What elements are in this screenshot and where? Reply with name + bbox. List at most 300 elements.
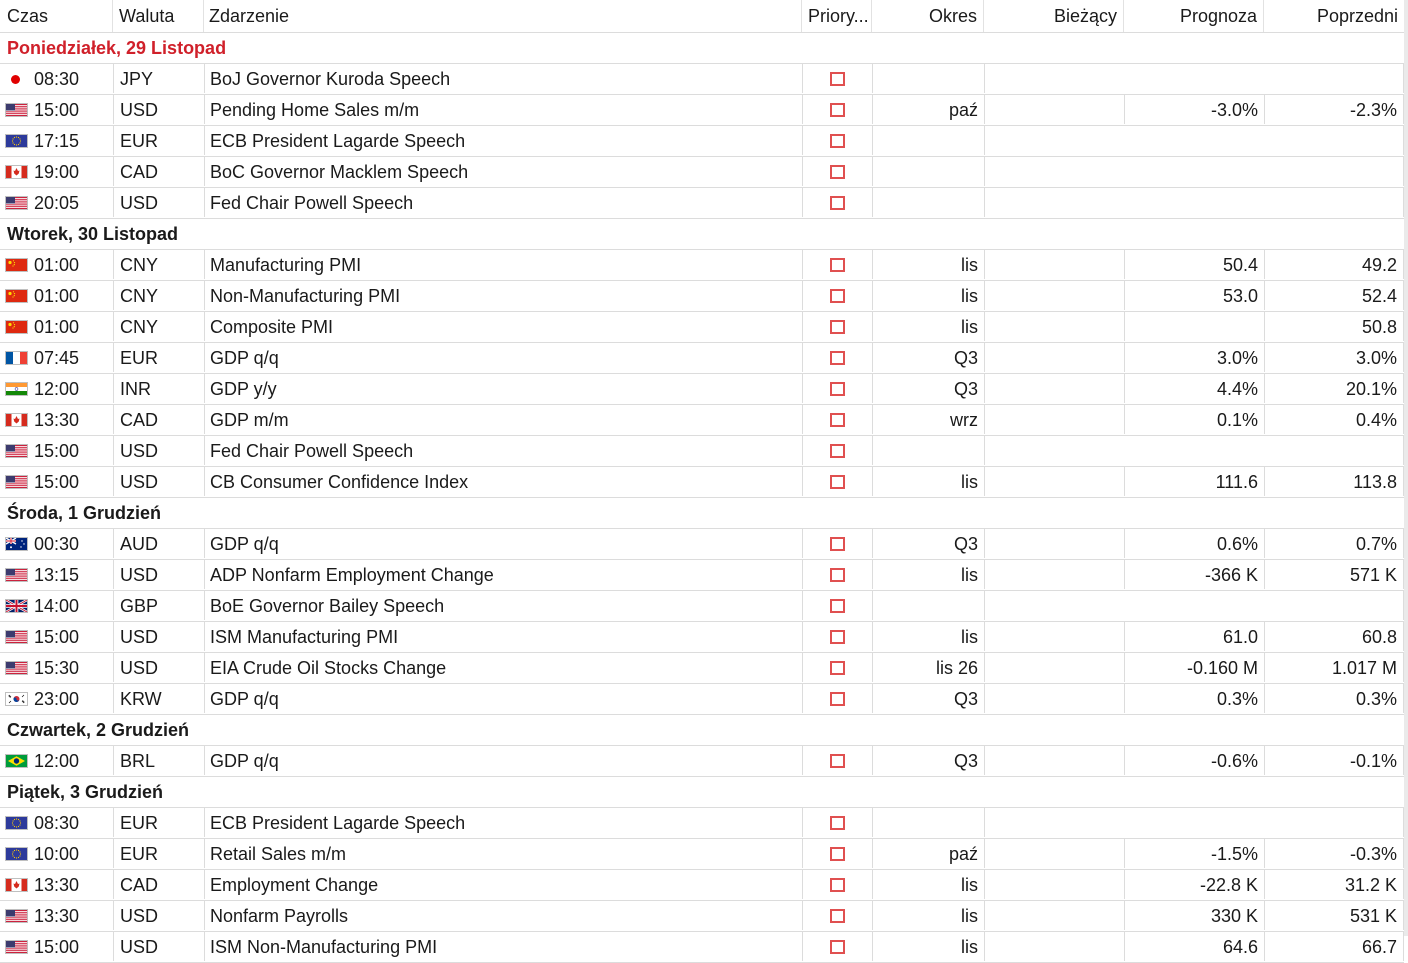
time-text: 19:00 bbox=[34, 162, 80, 182]
period-cell: lis bbox=[872, 870, 984, 899]
event-row[interactable] bbox=[0, 932, 1404, 963]
priority-cell bbox=[802, 591, 872, 620]
day-label: Poniedziałek, 29 Listopad bbox=[7, 38, 227, 58]
actual-cell bbox=[984, 653, 1124, 682]
time-cell bbox=[0, 467, 113, 496]
time-cell bbox=[0, 436, 113, 465]
time-cell bbox=[0, 808, 113, 837]
france-flag-icon bbox=[5, 351, 28, 365]
priority-cell bbox=[802, 808, 872, 837]
event-name-cell: Composite PMI bbox=[204, 312, 802, 341]
time-text: 15:00 bbox=[34, 100, 80, 120]
event-name-cell: ECB President Lagarde Speech bbox=[204, 126, 802, 155]
previous-cell: 113.8 bbox=[1264, 467, 1404, 496]
event-name-cell: Nonfarm Payrolls bbox=[204, 901, 802, 930]
previous-cell: -0.1% bbox=[1264, 746, 1404, 775]
period-cell: lis bbox=[872, 312, 984, 341]
vertical-scrollbar[interactable] bbox=[1404, 0, 1408, 936]
china-flag-icon bbox=[5, 320, 28, 334]
event-name-cell: GDP q/q bbox=[204, 529, 802, 558]
time-cell bbox=[0, 95, 113, 124]
forecast-cell: 64.6 bbox=[1124, 932, 1264, 961]
us-flag-icon bbox=[5, 444, 28, 458]
event-row[interactable] bbox=[0, 684, 1404, 715]
time-cell bbox=[0, 281, 113, 310]
period-cell: lis 26 bbox=[872, 653, 984, 682]
column-header-period[interactable]: Okres bbox=[872, 0, 984, 32]
previous-cell: 1.017 M bbox=[1264, 653, 1404, 682]
time-text: 08:30 bbox=[34, 813, 80, 833]
event-row[interactable] bbox=[0, 95, 1404, 126]
period-cell: lis bbox=[872, 560, 984, 589]
day-header-row bbox=[0, 715, 1404, 746]
currency-cell: JPY bbox=[113, 64, 204, 93]
forecast-cell: 0.3% bbox=[1124, 684, 1264, 713]
period-cell bbox=[872, 126, 984, 155]
canada-flag-icon bbox=[5, 165, 28, 179]
event-row[interactable] bbox=[0, 591, 1404, 622]
previous-cell: 31.2 K bbox=[1264, 870, 1404, 899]
event-name-cell: EIA Crude Oil Stocks Change bbox=[204, 653, 802, 682]
actual-cell bbox=[984, 281, 1124, 310]
priority-cell bbox=[802, 95, 872, 124]
time-text: 00:30 bbox=[34, 534, 80, 554]
event-row[interactable] bbox=[0, 250, 1404, 281]
time-text: 15:00 bbox=[34, 627, 80, 647]
forecast-cell: -3.0% bbox=[1124, 95, 1264, 124]
priority-checkbox[interactable] bbox=[830, 289, 845, 303]
priority-cell bbox=[802, 343, 872, 372]
column-header-previous[interactable]: Poprzedni bbox=[1316, 6, 1398, 26]
event-name-cell: BoJ Governor Kuroda Speech bbox=[204, 64, 802, 93]
time-cell bbox=[0, 870, 113, 899]
priority-checkbox[interactable] bbox=[830, 103, 845, 117]
actual-cell bbox=[984, 870, 1124, 899]
forecast-cell: 0.1% bbox=[1124, 405, 1264, 434]
us-flag-icon bbox=[5, 909, 28, 923]
period-cell: paź bbox=[872, 95, 984, 124]
time-text: 01:00 bbox=[34, 255, 80, 275]
priority-checkbox[interactable] bbox=[830, 661, 845, 675]
time-cell bbox=[0, 746, 113, 775]
forecast-cell bbox=[1124, 312, 1264, 341]
us-flag-icon bbox=[5, 630, 28, 644]
time-text: 12:00 bbox=[34, 379, 80, 399]
priority-cell bbox=[802, 312, 872, 341]
korea-flag-icon bbox=[5, 692, 28, 706]
time-text: 08:30 bbox=[34, 69, 80, 89]
time-text: 13:30 bbox=[34, 906, 80, 926]
event-name-cell: GDP q/q bbox=[204, 343, 802, 372]
priority-checkbox[interactable] bbox=[830, 754, 845, 768]
values-cell-empty bbox=[984, 436, 1404, 465]
japan-flag-icon bbox=[11, 75, 20, 84]
priority-cell bbox=[802, 529, 872, 558]
day-header-row bbox=[0, 498, 1404, 529]
actual-cell bbox=[984, 684, 1124, 713]
column-header-currency[interactable]: Waluta bbox=[113, 0, 204, 32]
previous-cell: 0.7% bbox=[1264, 529, 1404, 558]
column-header-priority[interactable]: Priory... bbox=[802, 0, 872, 32]
period-cell bbox=[872, 157, 984, 186]
priority-checkbox[interactable] bbox=[830, 165, 845, 179]
event-row[interactable] bbox=[0, 901, 1404, 932]
priority-cell bbox=[802, 901, 872, 930]
day-header-row bbox=[0, 777, 1404, 808]
actual-cell bbox=[984, 405, 1124, 434]
priority-checkbox[interactable] bbox=[830, 72, 845, 86]
calendar-body bbox=[0, 33, 1404, 963]
period-cell: Q3 bbox=[872, 529, 984, 558]
actual-cell bbox=[984, 529, 1124, 558]
day-header-row bbox=[0, 33, 1404, 64]
period-cell bbox=[872, 591, 984, 620]
time-text: 14:00 bbox=[34, 596, 80, 616]
event-name-cell: ISM Non-Manufacturing PMI bbox=[204, 932, 802, 961]
us-flag-icon bbox=[5, 940, 28, 954]
day-label: Środa, 1 Grudzień bbox=[7, 503, 162, 523]
event-row[interactable] bbox=[0, 126, 1404, 157]
actual-cell bbox=[984, 343, 1124, 372]
column-header-event[interactable]: Zdarzenie bbox=[204, 0, 802, 32]
currency-cell: BRL bbox=[113, 746, 204, 775]
canada-flag-icon bbox=[5, 878, 28, 892]
time-text: 15:30 bbox=[34, 658, 80, 678]
currency-cell: CAD bbox=[113, 870, 204, 899]
currency-cell: EUR bbox=[113, 808, 204, 837]
event-name-cell: Fed Chair Powell Speech bbox=[204, 188, 802, 217]
column-header-forecast[interactable]: Prognoza bbox=[1124, 0, 1264, 32]
actual-cell bbox=[984, 932, 1124, 961]
period-cell: lis bbox=[872, 622, 984, 651]
time-cell bbox=[0, 529, 113, 558]
priority-checkbox[interactable] bbox=[830, 382, 845, 396]
values-cell-empty bbox=[984, 157, 1404, 186]
priority-checkbox[interactable] bbox=[830, 537, 845, 551]
period-cell bbox=[872, 436, 984, 465]
previous-cell: -2.3% bbox=[1264, 95, 1404, 124]
time-text: 13:15 bbox=[34, 565, 80, 585]
china-flag-icon bbox=[5, 289, 28, 303]
event-name-cell: GDP q/q bbox=[204, 746, 802, 775]
currency-cell: USD bbox=[113, 653, 204, 682]
currency-cell: CNY bbox=[113, 312, 204, 341]
previous-cell: 20.1% bbox=[1264, 374, 1404, 403]
currency-cell: KRW bbox=[113, 684, 204, 713]
time-cell bbox=[0, 126, 113, 155]
time-cell bbox=[0, 560, 113, 589]
event-name-cell: BoE Governor Bailey Speech bbox=[204, 591, 802, 620]
currency-cell: USD bbox=[113, 560, 204, 589]
period-cell bbox=[872, 808, 984, 837]
priority-cell bbox=[802, 870, 872, 899]
forecast-cell: 0.6% bbox=[1124, 529, 1264, 558]
period-cell: Q3 bbox=[872, 684, 984, 713]
period-cell: lis bbox=[872, 467, 984, 496]
period-cell: lis bbox=[872, 250, 984, 279]
forecast-cell: -0.160 M bbox=[1124, 653, 1264, 682]
event-row[interactable] bbox=[0, 405, 1404, 436]
event-name-cell: ECB President Lagarde Speech bbox=[204, 808, 802, 837]
period-cell: Q3 bbox=[872, 374, 984, 403]
forecast-cell: -0.6% bbox=[1124, 746, 1264, 775]
day-label: Wtorek, 30 Listopad bbox=[7, 224, 179, 244]
previous-cell: 0.4% bbox=[1264, 405, 1404, 434]
period-cell: paź bbox=[872, 839, 984, 868]
time-text: 15:00 bbox=[34, 937, 80, 957]
priority-checkbox[interactable] bbox=[830, 320, 845, 334]
actual-cell bbox=[984, 467, 1124, 496]
priority-cell bbox=[802, 932, 872, 961]
values-cell-empty bbox=[984, 188, 1404, 217]
priority-cell bbox=[802, 467, 872, 496]
previous-cell: -0.3% bbox=[1264, 839, 1404, 868]
forecast-cell: 111.6 bbox=[1124, 467, 1264, 496]
currency-cell: CNY bbox=[113, 281, 204, 310]
previous-cell: 52.4 bbox=[1264, 281, 1404, 310]
priority-checkbox[interactable] bbox=[830, 599, 845, 613]
actual-cell bbox=[984, 839, 1124, 868]
eu-flag-icon bbox=[5, 847, 28, 861]
uk-flag-icon bbox=[5, 599, 28, 613]
event-row[interactable] bbox=[0, 622, 1404, 653]
priority-checkbox[interactable] bbox=[830, 258, 845, 272]
priority-checkbox[interactable] bbox=[830, 134, 845, 148]
previous-cell: 571 K bbox=[1264, 560, 1404, 589]
previous-cell: 531 K bbox=[1264, 901, 1404, 930]
event-row[interactable] bbox=[0, 560, 1404, 591]
currency-cell: USD bbox=[113, 932, 204, 961]
event-row[interactable] bbox=[0, 312, 1404, 343]
time-cell bbox=[0, 591, 113, 620]
forecast-cell: 330 K bbox=[1124, 901, 1264, 930]
period-cell bbox=[872, 188, 984, 217]
time-cell bbox=[0, 64, 113, 93]
priority-cell bbox=[802, 374, 872, 403]
india-flag-icon bbox=[5, 382, 28, 396]
currency-cell: USD bbox=[113, 901, 204, 930]
previous-cell: 60.8 bbox=[1264, 622, 1404, 651]
us-flag-icon bbox=[5, 196, 28, 210]
event-row[interactable] bbox=[0, 157, 1404, 188]
priority-checkbox[interactable] bbox=[830, 444, 845, 458]
time-cell bbox=[0, 157, 113, 186]
event-name-cell: Employment Change bbox=[204, 870, 802, 899]
priority-cell bbox=[802, 405, 872, 434]
event-name-cell: BoC Governor Macklem Speech bbox=[204, 157, 802, 186]
time-text: 12:00 bbox=[34, 751, 80, 771]
us-flag-icon bbox=[5, 661, 28, 675]
event-row[interactable] bbox=[0, 870, 1404, 901]
event-row[interactable] bbox=[0, 529, 1404, 560]
previous-cell: 49.2 bbox=[1264, 250, 1404, 279]
day-header-row bbox=[0, 219, 1404, 250]
event-name-cell: Fed Chair Powell Speech bbox=[204, 436, 802, 465]
period-cell: lis bbox=[872, 932, 984, 961]
time-cell bbox=[0, 374, 113, 403]
previous-cell: 0.3% bbox=[1264, 684, 1404, 713]
event-name-cell: ISM Manufacturing PMI bbox=[204, 622, 802, 651]
australia-flag-icon bbox=[5, 537, 28, 551]
day-label: Czwartek, 2 Grudzień bbox=[7, 720, 190, 740]
currency-cell: EUR bbox=[113, 343, 204, 372]
time-text: 13:30 bbox=[34, 410, 80, 430]
us-flag-icon bbox=[5, 475, 28, 489]
priority-checkbox[interactable] bbox=[830, 940, 845, 954]
currency-cell: USD bbox=[113, 622, 204, 651]
currency-cell: CNY bbox=[113, 250, 204, 279]
priority-cell bbox=[802, 188, 872, 217]
event-row[interactable] bbox=[0, 839, 1404, 870]
event-row[interactable] bbox=[0, 188, 1404, 219]
priority-cell bbox=[802, 436, 872, 465]
period-cell: lis bbox=[872, 281, 984, 310]
currency-cell: AUD bbox=[113, 529, 204, 558]
forecast-cell: 4.4% bbox=[1124, 374, 1264, 403]
time-text: 15:00 bbox=[34, 472, 80, 492]
priority-checkbox[interactable] bbox=[830, 630, 845, 644]
priority-cell bbox=[802, 64, 872, 93]
priority-checkbox[interactable] bbox=[830, 816, 845, 830]
priority-checkbox[interactable] bbox=[830, 847, 845, 861]
priority-checkbox[interactable] bbox=[830, 351, 845, 365]
time-text: 01:00 bbox=[34, 317, 80, 337]
priority-checkbox[interactable] bbox=[830, 475, 845, 489]
actual-cell bbox=[984, 250, 1124, 279]
currency-cell: INR bbox=[113, 374, 204, 403]
currency-cell: USD bbox=[113, 188, 204, 217]
time-cell bbox=[0, 188, 113, 217]
values-cell-empty bbox=[984, 808, 1404, 837]
priority-checkbox[interactable] bbox=[830, 692, 845, 706]
event-name-cell: Manufacturing PMI bbox=[204, 250, 802, 279]
period-cell: wrz bbox=[872, 405, 984, 434]
time-cell bbox=[0, 312, 113, 341]
priority-cell bbox=[802, 684, 872, 713]
time-text: 15:00 bbox=[34, 441, 80, 461]
priority-cell bbox=[802, 281, 872, 310]
currency-cell: CAD bbox=[113, 157, 204, 186]
currency-cell: CAD bbox=[113, 405, 204, 434]
time-cell bbox=[0, 901, 113, 930]
us-flag-icon bbox=[5, 568, 28, 582]
actual-cell bbox=[984, 312, 1124, 341]
time-cell bbox=[0, 250, 113, 279]
event-row[interactable] bbox=[0, 64, 1404, 95]
forecast-cell: 61.0 bbox=[1124, 622, 1264, 651]
event-name-cell: CB Consumer Confidence Index bbox=[204, 467, 802, 496]
time-text: 13:30 bbox=[34, 875, 80, 895]
column-header-row bbox=[0, 0, 1404, 33]
event-name-cell: ADP Nonfarm Employment Change bbox=[204, 560, 802, 589]
event-row[interactable] bbox=[0, 808, 1404, 839]
event-name-cell: GDP y/y bbox=[204, 374, 802, 403]
actual-cell bbox=[984, 622, 1124, 651]
period-cell: Q3 bbox=[872, 746, 984, 775]
time-cell bbox=[0, 622, 113, 651]
priority-checkbox[interactable] bbox=[830, 413, 845, 427]
event-row[interactable] bbox=[0, 343, 1404, 374]
period-cell bbox=[872, 64, 984, 93]
values-cell-empty bbox=[984, 591, 1404, 620]
priority-cell bbox=[802, 250, 872, 279]
event-row[interactable] bbox=[0, 281, 1404, 312]
event-row[interactable] bbox=[0, 374, 1404, 405]
priority-cell bbox=[802, 126, 872, 155]
priority-checkbox[interactable] bbox=[830, 568, 845, 582]
event-row[interactable] bbox=[0, 467, 1404, 498]
event-row[interactable] bbox=[0, 746, 1404, 777]
time-cell bbox=[0, 653, 113, 682]
event-name-cell: GDP m/m bbox=[204, 405, 802, 434]
brazil-flag-icon bbox=[5, 754, 28, 768]
actual-cell bbox=[984, 560, 1124, 589]
priority-cell bbox=[802, 653, 872, 682]
priority-cell bbox=[802, 746, 872, 775]
values-cell-empty bbox=[984, 64, 1404, 93]
forecast-cell: 50.4 bbox=[1124, 250, 1264, 279]
canada-flag-icon bbox=[5, 413, 28, 427]
forecast-cell: -1.5% bbox=[1124, 839, 1264, 868]
currency-cell: EUR bbox=[113, 126, 204, 155]
forecast-cell: -366 K bbox=[1124, 560, 1264, 589]
event-row[interactable] bbox=[0, 436, 1404, 467]
currency-cell: USD bbox=[113, 467, 204, 496]
event-name-cell: Non-Manufacturing PMI bbox=[204, 281, 802, 310]
eu-flag-icon bbox=[5, 134, 28, 148]
priority-checkbox[interactable] bbox=[830, 196, 845, 210]
event-name-cell: Pending Home Sales m/m bbox=[204, 95, 802, 124]
priority-checkbox[interactable] bbox=[830, 909, 845, 923]
forecast-cell: 3.0% bbox=[1124, 343, 1264, 372]
actual-cell bbox=[984, 374, 1124, 403]
time-text: 07:45 bbox=[34, 348, 80, 368]
time-cell bbox=[0, 839, 113, 868]
event-name-cell: GDP q/q bbox=[204, 684, 802, 713]
period-cell: Q3 bbox=[872, 343, 984, 372]
event-name-cell: Retail Sales m/m bbox=[204, 839, 802, 868]
previous-cell: 66.7 bbox=[1264, 932, 1404, 961]
time-cell bbox=[0, 932, 113, 961]
forecast-cell: 53.0 bbox=[1124, 281, 1264, 310]
time-cell bbox=[0, 684, 113, 713]
currency-cell: EUR bbox=[113, 839, 204, 868]
actual-cell bbox=[984, 746, 1124, 775]
time-text: 20:05 bbox=[34, 193, 80, 213]
column-header-time[interactable]: Czas bbox=[0, 0, 113, 32]
priority-cell bbox=[802, 560, 872, 589]
column-header-actual[interactable]: Bieżący bbox=[984, 0, 1124, 32]
priority-cell bbox=[802, 622, 872, 651]
actual-cell bbox=[984, 95, 1124, 124]
china-flag-icon bbox=[5, 258, 28, 272]
eu-flag-icon bbox=[5, 816, 28, 830]
time-text: 10:00 bbox=[34, 844, 80, 864]
currency-cell: USD bbox=[113, 95, 204, 124]
time-text: 01:00 bbox=[34, 286, 80, 306]
priority-cell bbox=[802, 157, 872, 186]
time-cell bbox=[0, 405, 113, 434]
time-text: 23:00 bbox=[34, 689, 80, 709]
currency-cell: GBP bbox=[113, 591, 204, 620]
previous-cell: 50.8 bbox=[1264, 312, 1404, 341]
currency-cell: USD bbox=[113, 436, 204, 465]
day-label: Piątek, 3 Grudzień bbox=[7, 782, 164, 802]
period-cell: lis bbox=[872, 901, 984, 930]
values-cell-empty bbox=[984, 126, 1404, 155]
priority-checkbox[interactable] bbox=[830, 878, 845, 892]
event-row[interactable] bbox=[0, 653, 1404, 684]
